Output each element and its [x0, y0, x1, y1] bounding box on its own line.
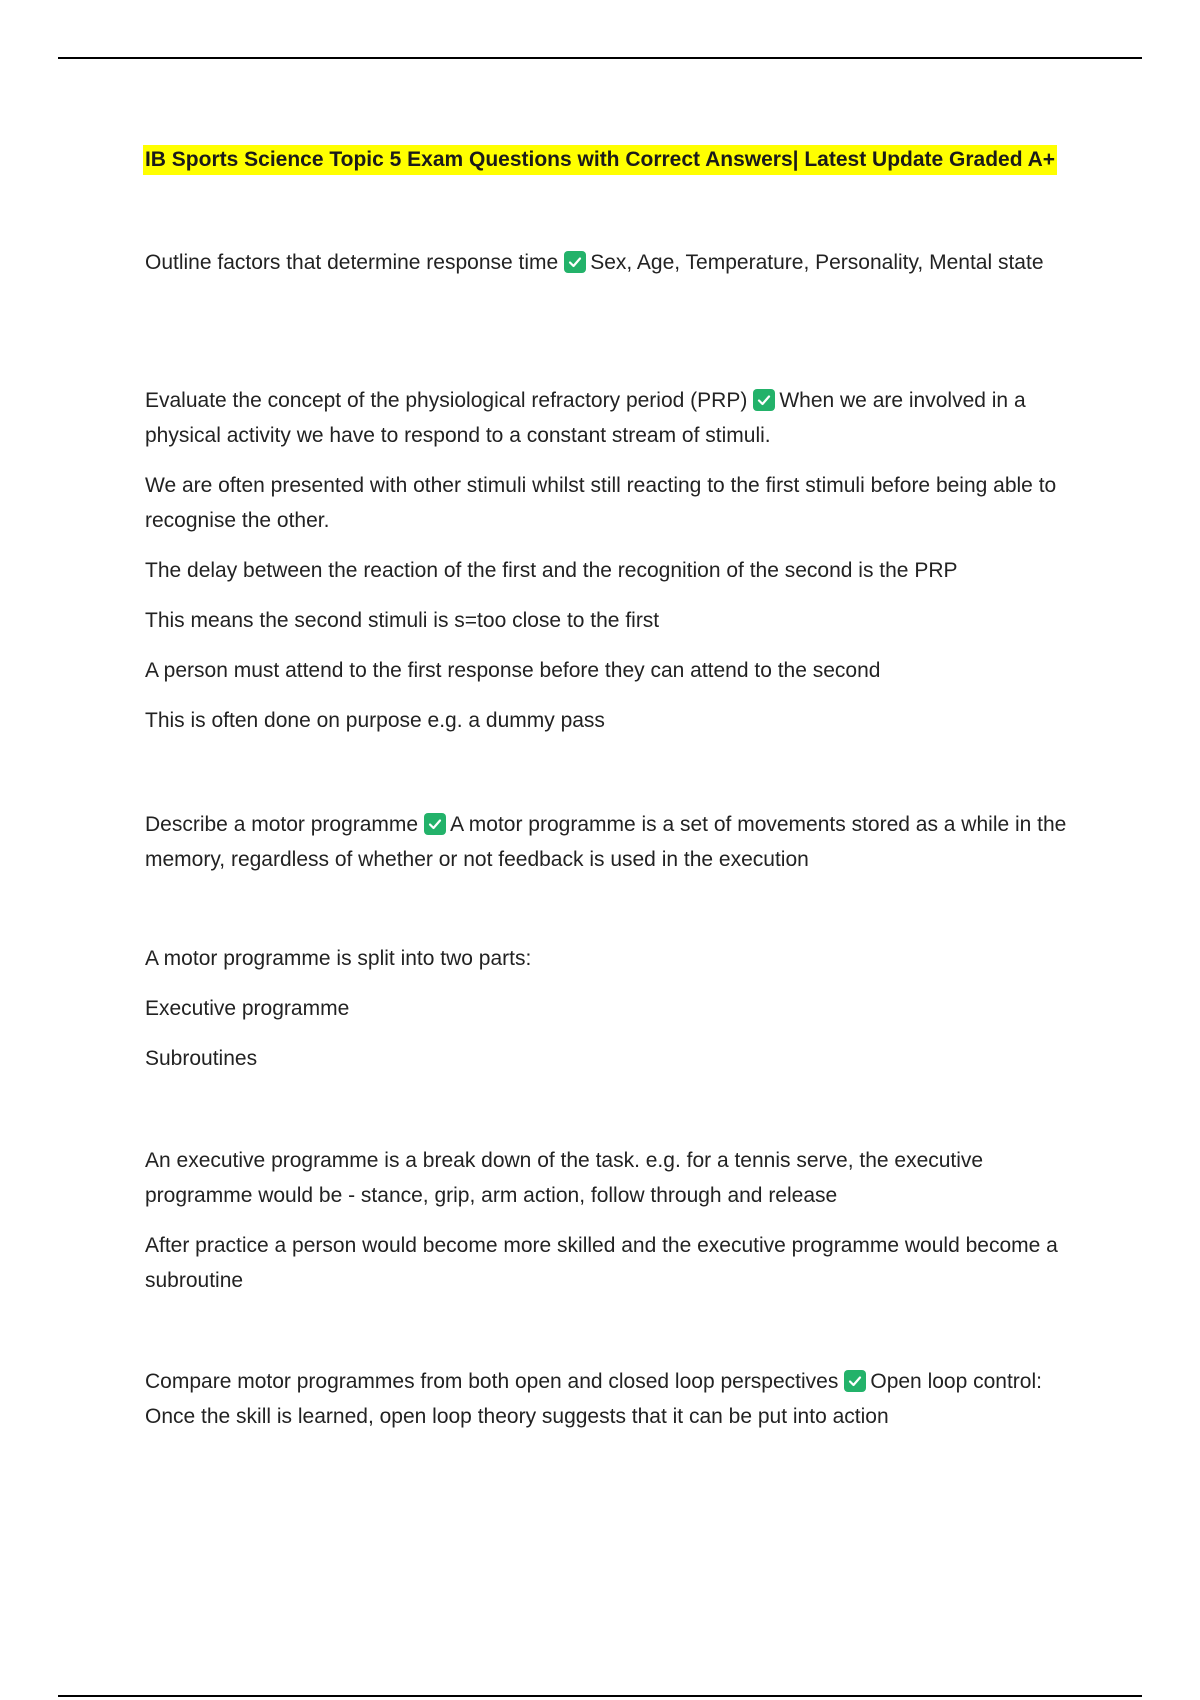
paragraph: After practice a person would become more skilled and the executive programme would become a subroutine [145, 1234, 1058, 1292]
paragraph: A person must attend to the first response before they can attend to the second [145, 659, 881, 682]
question-text: Evaluate the concept of the physiological refractory period (PRP) [145, 389, 748, 412]
paragraph: Executive programme [145, 997, 350, 1020]
question-text: Describe a motor programme [145, 813, 419, 836]
answer-text: When we are involved in a physical activity we have to respond to a constant stream of stimuli. [145, 389, 1026, 447]
paragraph: An executive programme is a break down of the task. e.g. for a tennis serve, the executive programme would be - stance, grip, arm action, follow through and release [145, 1149, 984, 1207]
paragraph: We are often presented with other stimuli whilst still reacting to the first stimuli before being able to recognise the other. [145, 474, 1057, 532]
bottom-rule [58, 1695, 1142, 1697]
answer-text: Open loop control: Once the skill is learned, open loop theory suggests that it can be put into action [145, 1370, 1042, 1428]
paragraph: Subroutines [145, 1047, 258, 1070]
qa-item-4 [145, 1364, 1090, 1434]
paragraph: This is often done on purpose e.g. a dummy pass [145, 709, 605, 732]
qa-item-3 [145, 807, 1090, 877]
check-mark-icon [844, 1370, 866, 1392]
paragraph: This means the second stimuli is s=too close to the first [145, 609, 660, 632]
title-container [0, 145, 1200, 175]
question-text: Compare motor programmes from both open and closed loop perspectives [145, 1370, 839, 1393]
document-title: IB Sports Science Topic 5 Exam Questions with Correct Answers| Latest Update Graded A+ [143, 145, 1057, 175]
top-rule [58, 57, 1142, 59]
paragraph: The delay between the reaction of the first and the recognition of the second is the PRP [145, 559, 958, 582]
qa-item-2 [145, 383, 1090, 453]
paragraph: A motor programme is split into two parts: [145, 947, 532, 970]
check-mark-icon [753, 389, 775, 411]
answer-text: Sex, Age, Temperature, Personality, Mental state [590, 251, 1044, 274]
check-mark-icon [564, 251, 586, 273]
question-text: Outline factors that determine response time [145, 251, 559, 274]
qa-item-1 [145, 245, 1090, 280]
check-mark-icon [424, 813, 446, 835]
answer-text: A motor programme is a set of movements stored as a while in the memory, regardless of whether or not feedback is used in the execution [145, 813, 1067, 871]
